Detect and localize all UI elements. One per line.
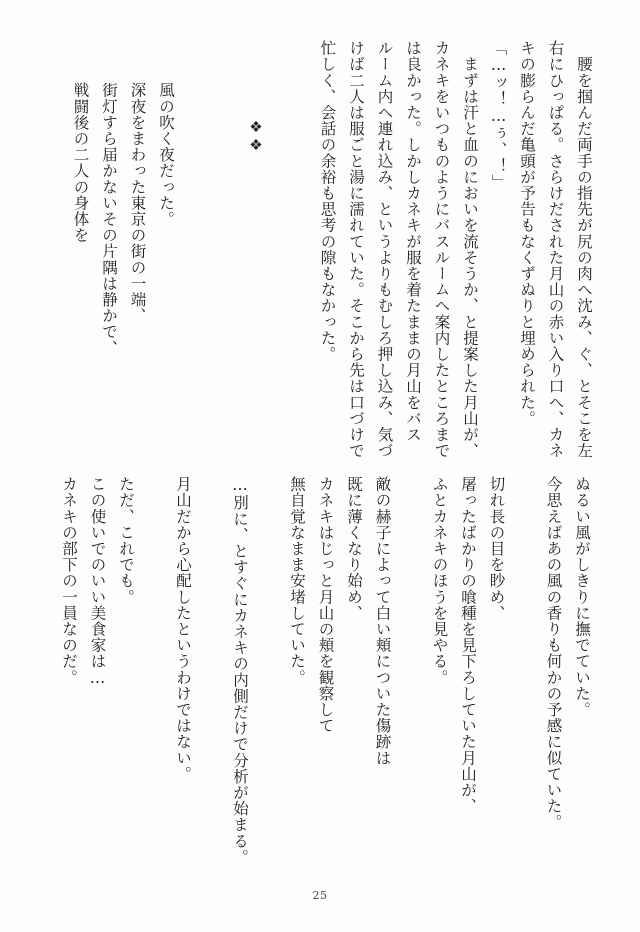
text-line: 屠ったばかりの喰種を見下ろしていた月山が、 bbox=[459, 476, 477, 815]
text-line: 腰を掴んだ両手の指先が尻の肉へ沈み、ぐ、とそこを左 bbox=[575, 40, 593, 459]
upper-right-text bbox=[313, 40, 598, 459]
text-line: 「…ッ！…ぅ、！」 bbox=[489, 40, 508, 190]
blank-line bbox=[197, 476, 226, 886]
text-line: 無自覚なまま安堵していた。 bbox=[288, 476, 306, 686]
section-ornament bbox=[244, 118, 268, 158]
blank-line bbox=[140, 476, 169, 886]
text-line: 忙しく、会話の余裕も思考の隙もなかった。 bbox=[318, 40, 337, 362]
text-line: 今思えばあの風の香りも何かの予感に似ていた。 bbox=[544, 476, 563, 831]
text-line: 既に薄くなり始め、 bbox=[345, 476, 363, 621]
text-line: カネキの部下の一員なのだ。 bbox=[60, 476, 78, 686]
blank-line bbox=[254, 476, 283, 886]
text-line: この使いでのいい美食家は… bbox=[88, 476, 107, 688]
text-line: …別に、とすぐにカネキの内側だけで分析が始まる。 bbox=[231, 476, 249, 865]
blank-line bbox=[511, 476, 540, 886]
text-line: ふとカネキのほうを見やる。 bbox=[430, 476, 449, 686]
left-upper-text bbox=[66, 66, 180, 366]
text-line: キの膨らんだ亀頭が予告もなくずぬりと埋められた。 bbox=[518, 40, 536, 427]
text-line: 風の吹く夜だった。 bbox=[157, 66, 175, 227]
text-line: 戦闘後の二人の身体を bbox=[71, 66, 90, 244]
text-line: 街灯すら届かないその片隅は静かで、 bbox=[100, 66, 118, 356]
lower-text bbox=[55, 476, 597, 886]
blank-line bbox=[397, 476, 426, 886]
text-line: ただ、これでも。 bbox=[117, 476, 135, 605]
text-line: 右にひっぱる。さらけだされた月山の赤い入り口へ、カネ bbox=[546, 40, 565, 459]
text-line: ぬるい風がしきりに撫でていた。 bbox=[573, 476, 591, 718]
text-line: まずは汗と血のにおいを流そうか、と提案した月山が、 bbox=[461, 40, 479, 459]
text-line: 敵の赫子によって白い頬についた傷跡は bbox=[373, 476, 392, 766]
ornament-glyph: ❖ bbox=[249, 136, 263, 154]
text-line: 月山だから心配したというわけではない。 bbox=[174, 476, 192, 782]
text-line: カネキをいつものようにバスルームへ案内したところまで bbox=[432, 40, 451, 459]
page-number: 25 bbox=[312, 889, 328, 902]
ornament-glyph: ❖ bbox=[249, 118, 263, 136]
text-line: ルーム内へ連れ込み、というよりもむしろ押し込み、気づ bbox=[375, 40, 394, 459]
text-line: 切れ長の目を眇め、 bbox=[487, 476, 506, 621]
text-line: 深夜をまわった東京の街の一端、 bbox=[128, 66, 147, 324]
text-line: けば二人は服ごと湯に濡れていた。そこから先は口づけで bbox=[347, 40, 365, 459]
text-line: カネキはじっと月山の頬を観察して bbox=[316, 476, 335, 734]
text-line: は良かった。しかしカネキが服を着たままの月山をバス bbox=[404, 40, 422, 443]
